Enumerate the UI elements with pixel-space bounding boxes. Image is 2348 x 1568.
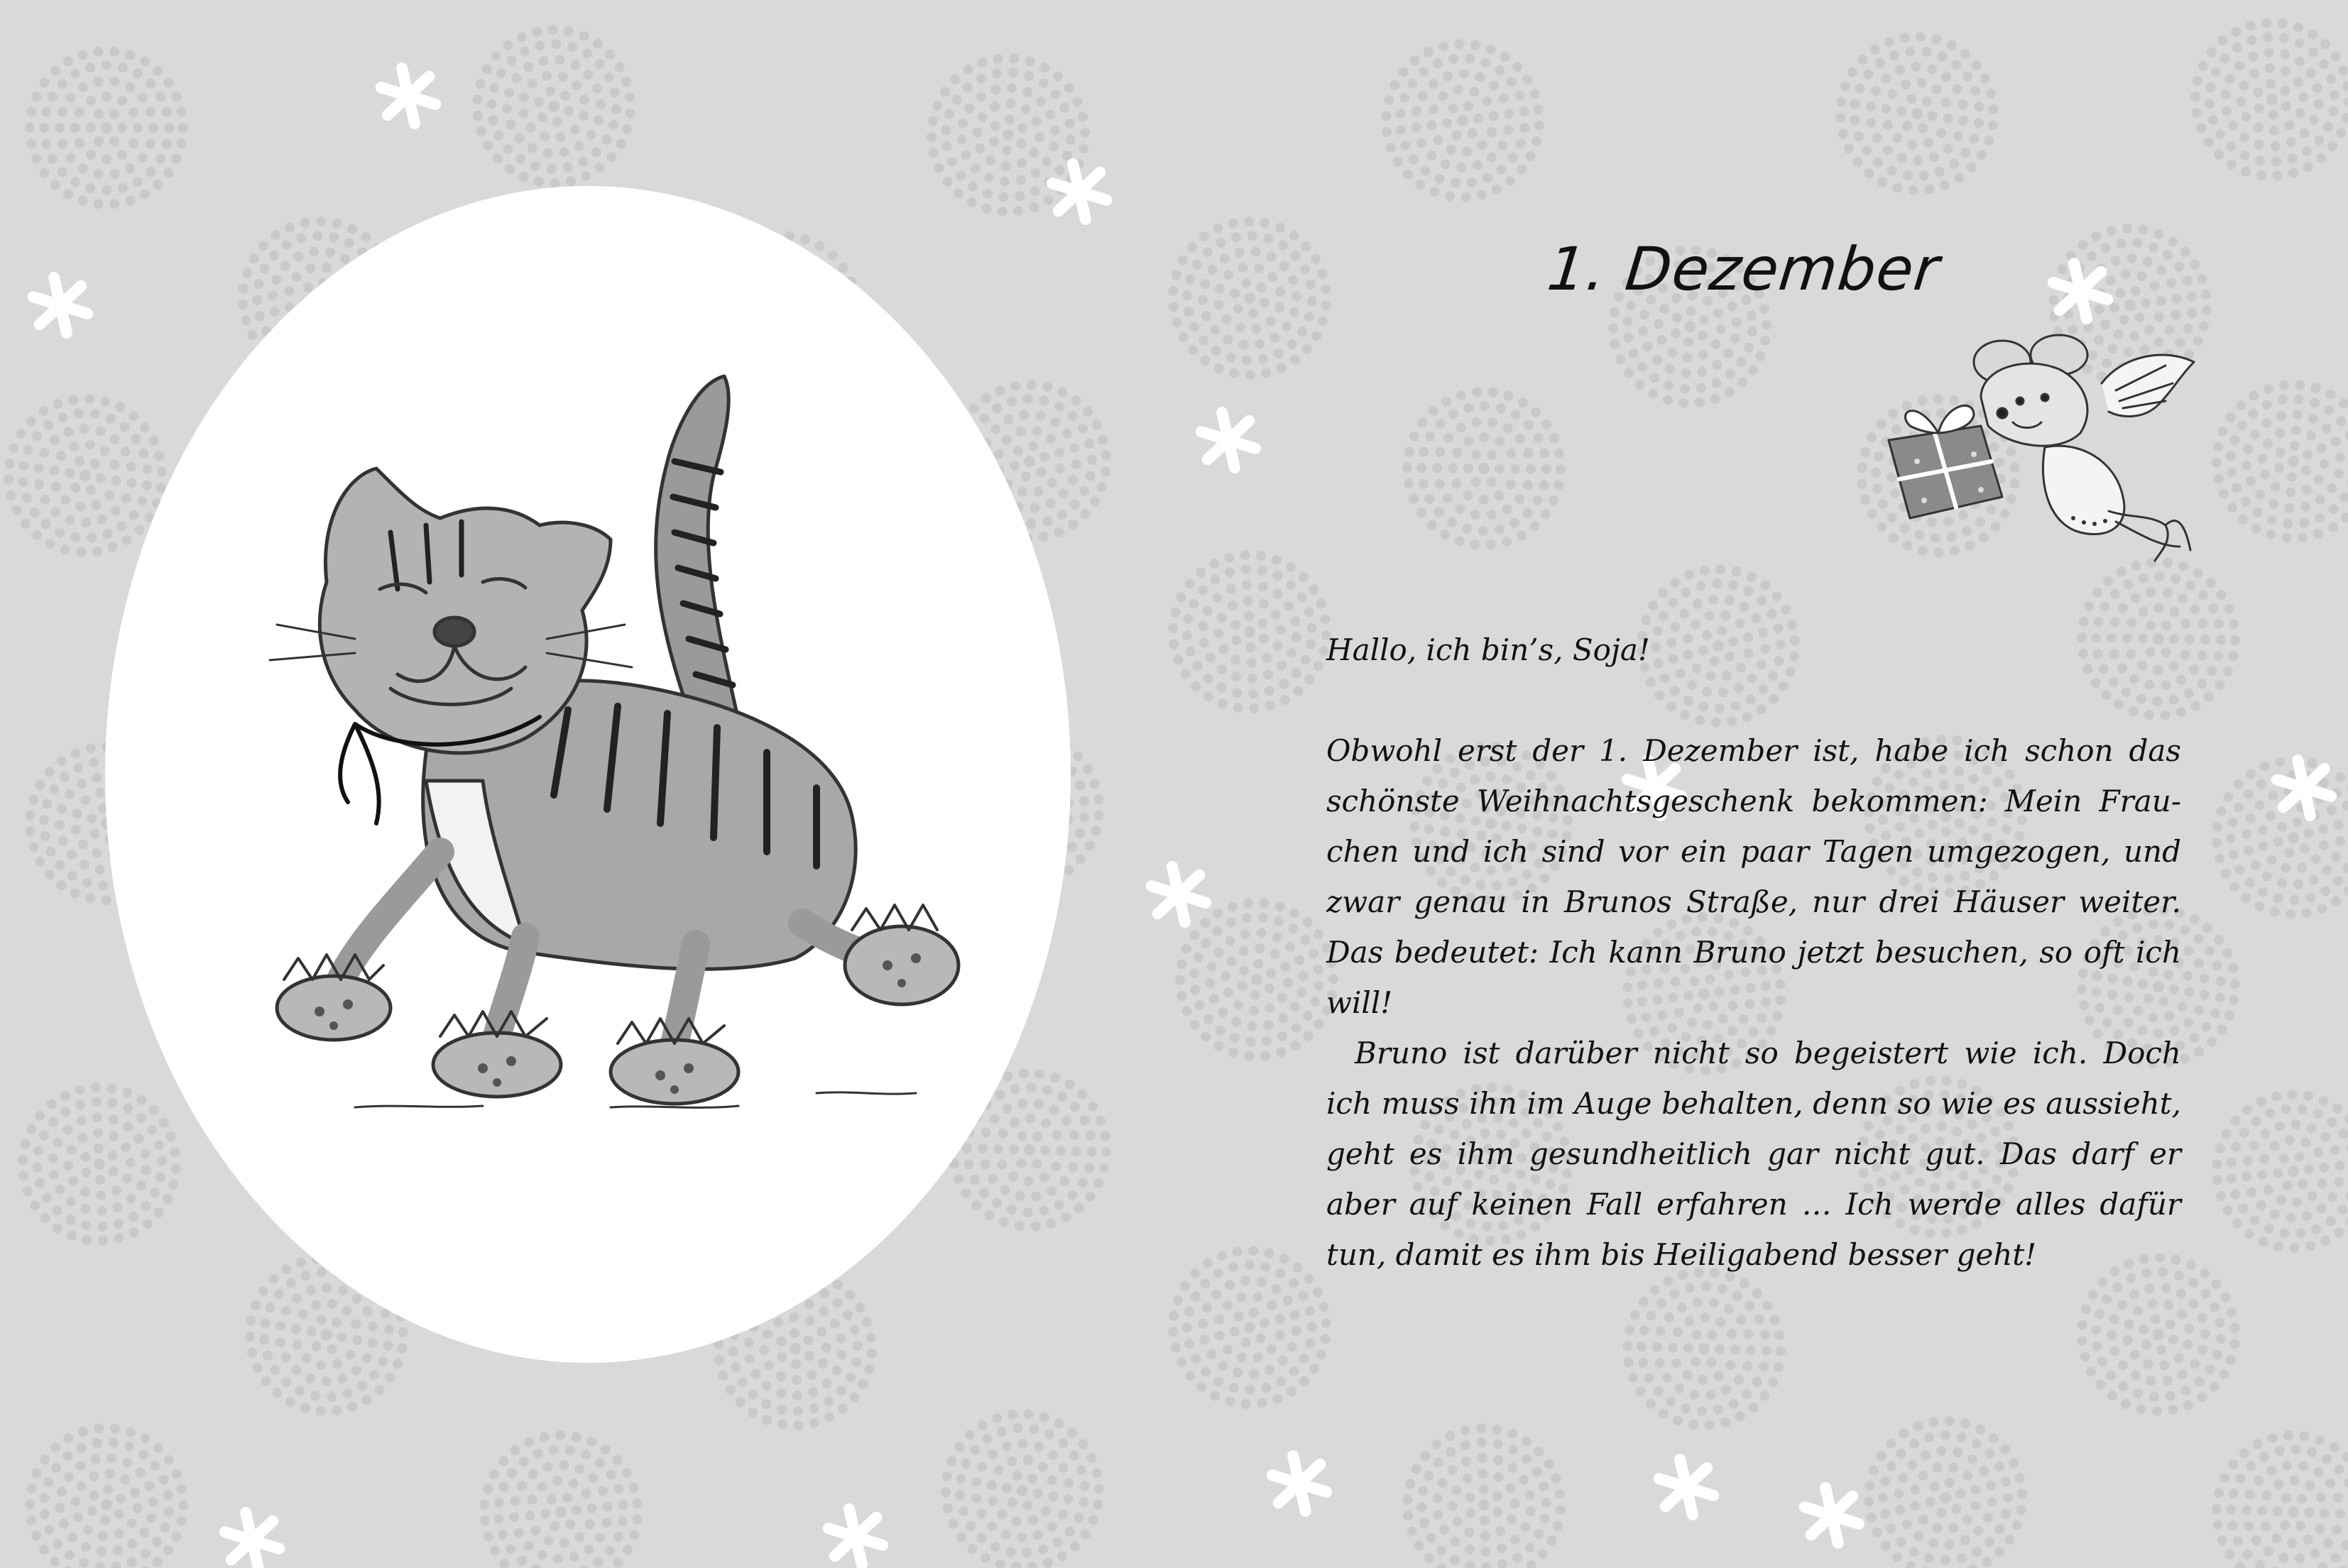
dot-circle-pattern bbox=[18, 1082, 181, 1246]
dot-circle-pattern bbox=[1168, 1246, 1331, 1409]
dot-circle-pattern bbox=[1835, 32, 1999, 195]
dot-circle-pattern bbox=[1175, 899, 1338, 1061]
dot-circle-pattern bbox=[480, 1430, 643, 1568]
snowflake-icon bbox=[2277, 760, 2331, 816]
snowflake-icon bbox=[829, 1509, 883, 1564]
dot-circle-pattern bbox=[941, 1409, 1104, 1568]
dot-circle-pattern bbox=[2212, 1090, 2348, 1253]
dot-circle-pattern bbox=[4, 394, 167, 557]
snowflake-icon bbox=[33, 278, 87, 333]
snowflake-icon bbox=[1805, 1488, 1859, 1543]
angel-mouse-with-gift-illustration bbox=[1867, 334, 2201, 575]
snowflake-icon bbox=[1272, 1456, 1326, 1511]
snowflake-icon bbox=[1152, 867, 1206, 922]
dot-circle-pattern bbox=[1864, 1416, 2027, 1568]
dot-circle-pattern bbox=[1168, 550, 1331, 713]
dot-circle-pattern bbox=[2190, 18, 2348, 180]
snowflake-icon bbox=[1201, 412, 1255, 468]
greeting-line: Hallo, ich bin’s, Soja! bbox=[1326, 632, 1650, 667]
dot-circle-pattern bbox=[25, 47, 188, 209]
snowflake-icon bbox=[1659, 1459, 1713, 1515]
snowflake-icon bbox=[225, 1513, 279, 1568]
dot-circle-pattern bbox=[25, 1424, 188, 1568]
story-paragraph-1: Obwohl erst der 1. Dezember ist, habe ich schon das schönste Weihnachtsgeschenk bekommen: Mein Frauchen und ich sind vor ein paar Tagen umgezogen, und zwar genau in Brunos Straße, nur drei Häuser weiter. Das bedeutet: Ich kann Bruno jetzt besuchen, so oft ich will! bbox=[1326, 733, 2181, 1020]
dot-circle-pattern bbox=[2212, 380, 2348, 542]
dot-circle-pattern bbox=[1622, 1267, 1786, 1430]
snowflake-icon bbox=[381, 68, 435, 124]
dot-circle-pattern bbox=[1381, 39, 1544, 202]
dot-circle-pattern bbox=[2212, 1430, 2348, 1568]
dot-circle-pattern bbox=[1402, 388, 1566, 550]
cat-illustration bbox=[213, 355, 1030, 1171]
page-title: 1. Dezember bbox=[1544, 234, 1943, 304]
story-text bbox=[1326, 625, 2181, 1280]
dot-circle-pattern bbox=[472, 25, 635, 188]
story-paragraph-2: Bruno ist darüber nicht so begeistert wie ich. Doch ich muss ihn im Auge behalten, denn so wie es aussieht, geht es ihm gesundheitlich gar nicht gut. Das darf er aber auf keinen Fall erfahren … Ich werde alles dafür tun, damit es ihm bis Heiligabend besser geht! bbox=[1326, 1036, 2181, 1272]
dot-circle-pattern bbox=[1402, 1423, 1566, 1568]
dot-circle-pattern bbox=[1169, 216, 1331, 380]
